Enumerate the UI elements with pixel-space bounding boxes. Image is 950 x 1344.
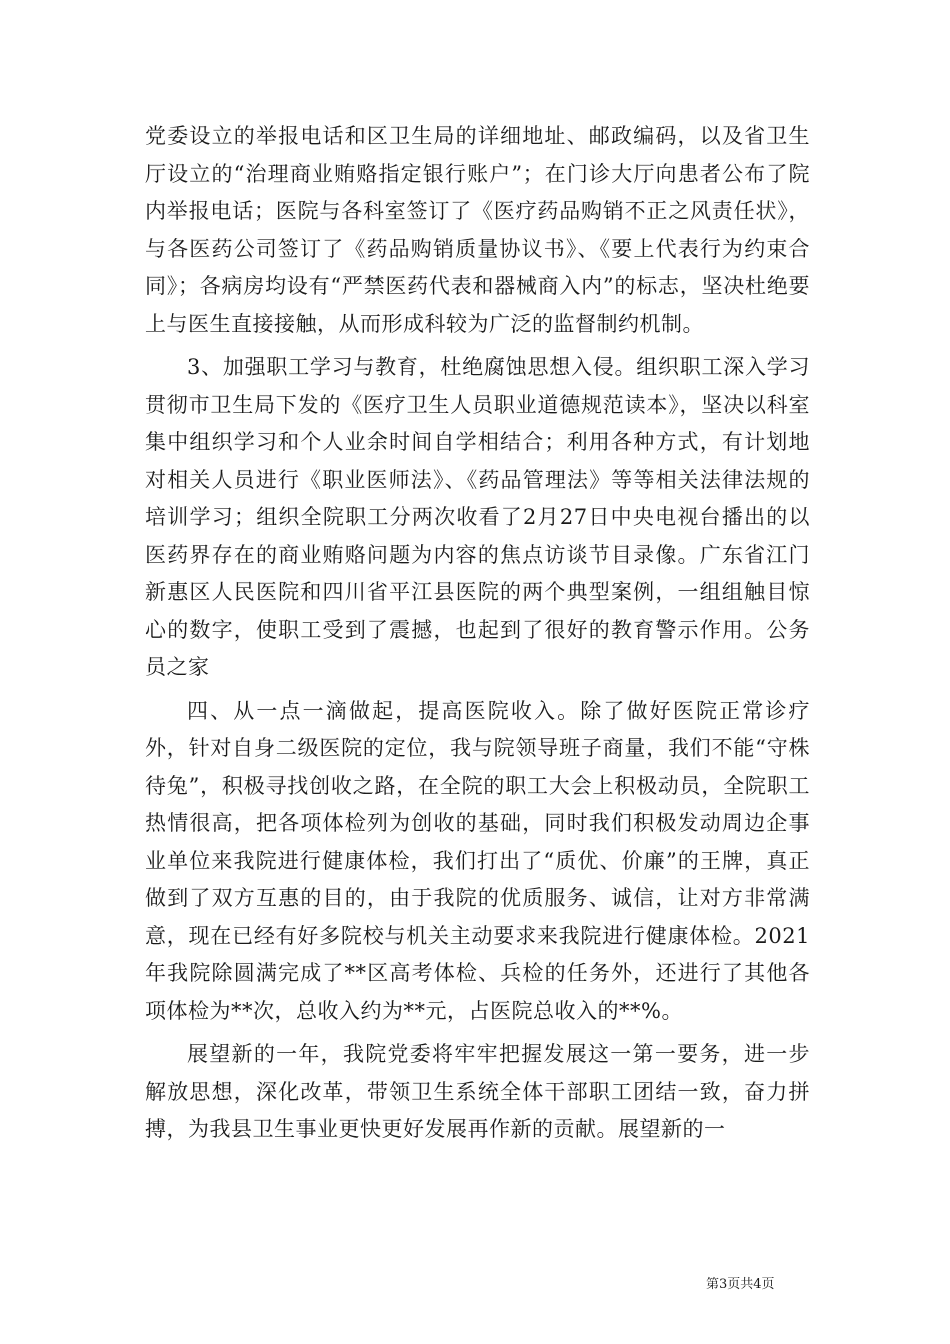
paragraph-item-3: 3、加强职工学习与教育，杜绝腐蚀思想入侵。组织职工深入学习贯彻市卫生局下发的《医疗卫生人员职业道德规范读本》，坚决以科室集中组织学习和个人业余时间自学相结合；利用各种方式，有计划地对相关人员进行《职业医师法》、《药品管理法》等等相关法律法规的培训学习；组织全院职工分两次收看了2月27日中央电视台播出的以医药界存在的商业贿赂问题为内容的焦点访谈节目录像。广东省江门新惠区人民医院和四川省平江县医院的两个典型案例，一组组触目惊心的数字，使职工受到了震撼，也起到了很好的教育警示作用。公务员之家 [145, 355, 810, 679]
paragraph-outlook: 展望新的一年，我院党委将牢牢把握发展这一第一要务，进一步解放思想，深化改革，带领卫生系统全体干部职工团结一致，奋力拼搏，为我县卫生事业更快更好发展再作新的贡献。展望新的一 [145, 1042, 810, 1141]
page-number-footer: 第3页共4页 [706, 1277, 775, 1292]
document-body [145, 118, 810, 1155]
paragraph-section-4: 四、从一点一滴做起，提高医院收入。除了做好医院正常诊疗外，针对自身二级医院的定位，我与院领导班子商量，我们不能“守株待兔”，积极寻找创收之路，在全院的职工大会上积极动员，全院职工热情很高，把各项体检列为创收的基础，同时我们积极发动周边企事业单位来我院进行健康体检，我们打出了“质优、价廉”的王牌，真正做到了双方互惠的目的，由于我院的优质服务、诚信，让对方非常满意，现在已经有好多院校与机关主动要求来我院进行健康体检。2021年我院除圆满完成了**区高考体检、兵检的任务外，还进行了其他各项体检为**次，总收入约为**元，占医院总收入的**%。 [145, 698, 810, 1023]
paragraph-continuation: 党委设立的举报电话和区卫生局的详细地址、邮政编码，以及省卫生厅设立的“治理商业贿赂指定银行账户”；在门诊大厅向患者公布了院内举报电话；医院与各科室签订了《医疗药品购销不正之风责任状》，与各医药公司签订了《药品购销质量协议书》、《要上代表行为约束合同》；各病房均设有“严禁医药代表和器械商入内”的标志，坚决杜绝要上与医生直接接触，从而形成科较为广泛的监督制约机制。 [145, 124, 810, 336]
